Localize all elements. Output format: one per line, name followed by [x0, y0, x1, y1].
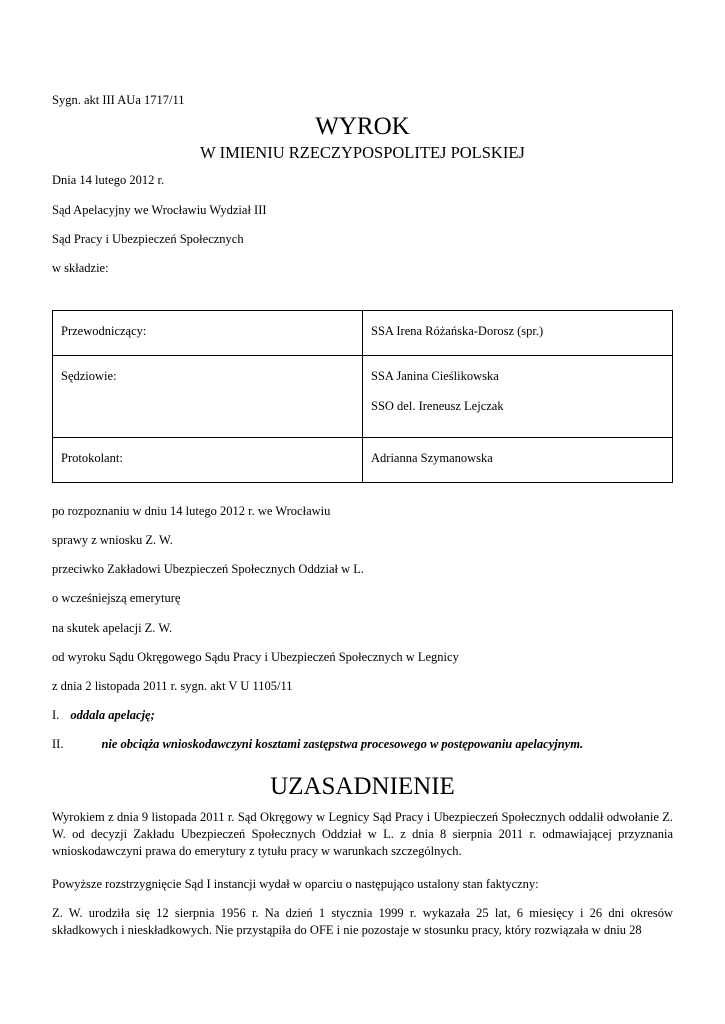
chair-value: SSA Irena Różańska-Dorosz (spr.) [363, 311, 673, 356]
ruling-1 [52, 707, 155, 724]
proceedings-line: na skutek apelacji Z. W. [52, 621, 173, 635]
judges-label: Sędziowie: [53, 356, 363, 438]
document-subtitle: W IMIENIU RZECZYPOSPOLITEJ POLSKIEJ [200, 143, 525, 162]
ruling-1-number: I. [52, 708, 60, 722]
court-division: Sąd Pracy i Ubezpieczeń Społecznych [52, 232, 244, 246]
judge-2: SSO del. Ireneusz Lejczak [371, 398, 504, 413]
ruling-2 [52, 736, 673, 753]
table-row [53, 438, 673, 483]
chair-label: Przewodniczący: [53, 311, 363, 356]
justification-heading: UZASADNIENIE [270, 773, 455, 800]
court-panel-table [52, 310, 673, 483]
clerk-label: Protokolant: [53, 438, 363, 483]
judges-value [363, 356, 673, 438]
justification-paragraph-2: Powyższe rozstrzygnięcie Sąd I instancji wydał w oparciu o następująco ustalony stan faktyczny: [52, 877, 539, 891]
document-title: WYROK [315, 113, 410, 140]
clerk-value: Adrianna Szymanowska [363, 438, 673, 483]
ruling-1-text: oddala apelację; [70, 708, 155, 722]
proceedings-line: po rozpoznaniu w dniu 14 lutego 2012 r. we Wrocławiu [52, 504, 331, 518]
proceedings-line: sprawy z wniosku Z. W. [52, 533, 173, 547]
judgment-date: Dnia 14 lutego 2012 r. [52, 173, 165, 187]
table-row [53, 311, 673, 356]
proceedings-line: od wyroku Sądu Okręgowego Sądu Pracy i Ubezpieczeń Społecznych w Legnicy [52, 650, 459, 664]
ruling-2-number: II. [52, 737, 64, 751]
case-number: Sygn. akt III AUa 1717/11 [52, 93, 185, 107]
justification-paragraph-3: Z. W. urodziła się 12 sierpnia 1956 r. Na dzień 1 stycznia 1999 r. wykazała 25 lat, 6 miesięcy i 26 dni okresów składkowych i nieskładkowych. Nie przystąpiła do OFE i nie pozostaje w stosunku pracy, który rozwiązała w dniu 28 [52, 906, 673, 937]
ruling-2-text: nie obciąża wnioskodawczyni kosztami zastępstwa procesowego w postępowaniu apelacyjnym. [101, 737, 584, 751]
proceedings-line: z dnia 2 listopada 2011 r. sygn. akt V U 1105/11 [52, 679, 293, 693]
proceedings-line: przeciwko Zakładowi Ubezpieczeń Społecznych Oddział w L. [52, 562, 365, 576]
table-row [53, 356, 673, 438]
composition-label: w składzie: [52, 261, 109, 275]
justification-paragraph-1: Wyrokiem z dnia 9 listopada 2011 r. Sąd Okręgowy w Legnicy Sąd Pracy i Ubezpieczeń Społecznych oddalił odwołanie Z. W. od decyzji Zakładu Ubezpieczeń Społecznych Oddział w L. z dnia 8 sierpnia 2011 r. odmawiającej przyznania wnioskodawczyni prawa do emerytury z tytułu pracy w warunkach szczególnych. [52, 810, 673, 858]
judge-1: SSA Janina Cieślikowska [371, 369, 499, 383]
court-name: Sąd Apelacyjny we Wrocławiu Wydział III [52, 203, 267, 217]
proceedings-line: o wcześniejszą emeryturę [52, 591, 181, 605]
